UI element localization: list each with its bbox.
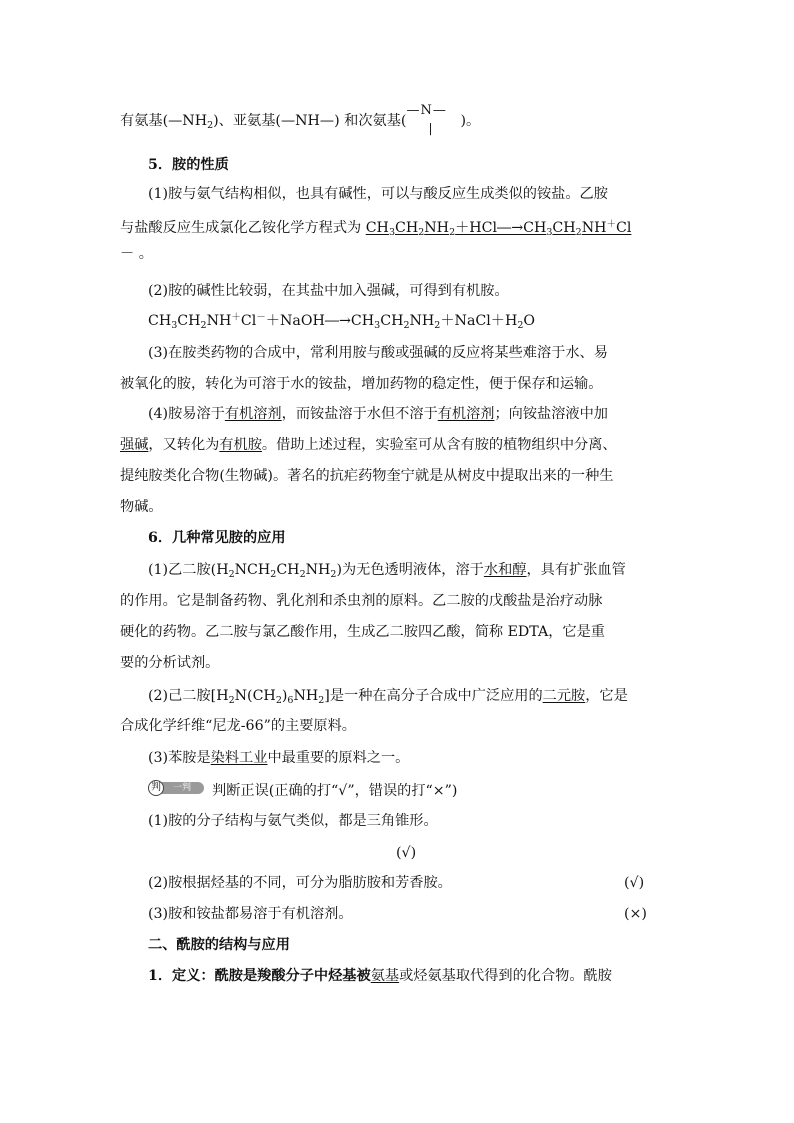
s6-p2-line2: 合成化学纤维“尼龙-66”的主要原料。: [120, 718, 356, 734]
s6-p1-line2: 的作用。它是制备药物、乳化剂和杀虫剂的原料。乙二胺的戊酸盐是治疗动脉: [120, 593, 603, 609]
s6-p3: (3)苯胺是染料工业中最重要的原料之一。: [148, 750, 410, 766]
s6-p1-line1: (1)乙二胺$(H_2NCH_2CH_2NH_2)$为无色透明液体，溶于水和醇，具有扩张血管: [148, 562, 626, 580]
tertiary-amine-structure: —N— |: [406, 103, 447, 135]
judge-instruction-line: 一判 判 判断正误(正确的打“√”，错误的打“×”): [148, 779, 680, 801]
s6-p2-line1: (2)己二胺$[H_2N(CH_2)_6NH_2]$是一种在高分子合成中广泛应用的二元胺，它是: [148, 688, 628, 706]
part2-heading: 二、酰胺的结构与应用: [148, 937, 290, 953]
judge-answer-3: (×): [624, 906, 647, 922]
judge-answer-1: (√): [396, 845, 417, 861]
s6-p1-line4: 要的分析试剂。: [120, 655, 220, 671]
s5-p4-line2: 强碱，又转化为有机胺。借助上述过程，实验室可从含有胺的植物组织中分离、: [120, 437, 617, 453]
s5-p1-line2: 与盐酸反应生成氯化乙铵化学方程式为 $CH_3CH_2NH_2+HCl―\to CH_3CH_2NH^+Cl$: [120, 219, 632, 238]
s5-equation-2: $CH_3CH_2NH^+Cl^-+NaOH―\to CH_3CH_2NH_2+NaCl+H_2O$: [148, 312, 536, 331]
s5-p4-line1: (4)胺易溶于有机溶剂，而铵盐溶于水但不溶于有机溶剂；向铵盐溶液中加: [148, 406, 608, 422]
judge-item-1: (1)胺的分子结构与氨气类似，都是三角锥形。: [148, 813, 438, 829]
judge-item-2: (2)胺根据烃基的不同，可分为脂肪胺和芳香胺。: [148, 875, 452, 891]
part2-definition: 1．定义：酰胺是羧酸分子中烃基被氨基或烃氨基取代得到的化合物。酰胺: [148, 968, 612, 984]
s5-p1-line3: － 。: [120, 246, 153, 262]
s6-p1-line3: 硬化的药物。乙二胺与氯乙酸作用，生成乙二胺四乙酸，简称 EDTA，它是重: [120, 624, 605, 640]
section-6-heading: 6．几种常见胺的应用: [148, 530, 286, 546]
s5-p3-line2: 被氧化的胺，转化为可溶于水的铵盐，增加药物的稳定性，便于保存和运输。: [120, 376, 603, 392]
judge-badge-icon: 一判 判: [148, 780, 204, 796]
s5-p4-line3: 提纯胺类化合物(生物碱)。著名的抗疟药物奎宁就是从树皮中提取出来的一种生: [120, 468, 614, 484]
judge-item-3: (3)胺和铵盐都易溶于有机溶剂。: [148, 906, 353, 922]
intro-line: 有氨基$(—NH_2)$、亚氨基(—NH—) 和次氨基( —N— | )。: [120, 103, 481, 135]
s5-p4-line4: 物碱。: [120, 499, 163, 515]
s5-p3-line1: (3)在胺类药物的合成中，常利用胺与酸或强碱的反应将某些难溶于水、易: [148, 345, 608, 361]
s5-p1-line1: (1)胺与氨气结构相似，也具有碱性，可以与酸反应生成类似的铵盐。乙胺: [148, 186, 608, 202]
judge-answer-2: (√): [624, 875, 645, 891]
ethylamine-hcl-equation: $CH_3CH_2NH_2+HCl―\to CH_3CH_2NH^+Cl$: [365, 219, 632, 238]
s5-p2: (2)胺的碱性比较弱，在其盐中加入强碱，可得到有机胺。: [148, 283, 509, 299]
section-5-heading: 5．胺的性质: [148, 157, 229, 173]
